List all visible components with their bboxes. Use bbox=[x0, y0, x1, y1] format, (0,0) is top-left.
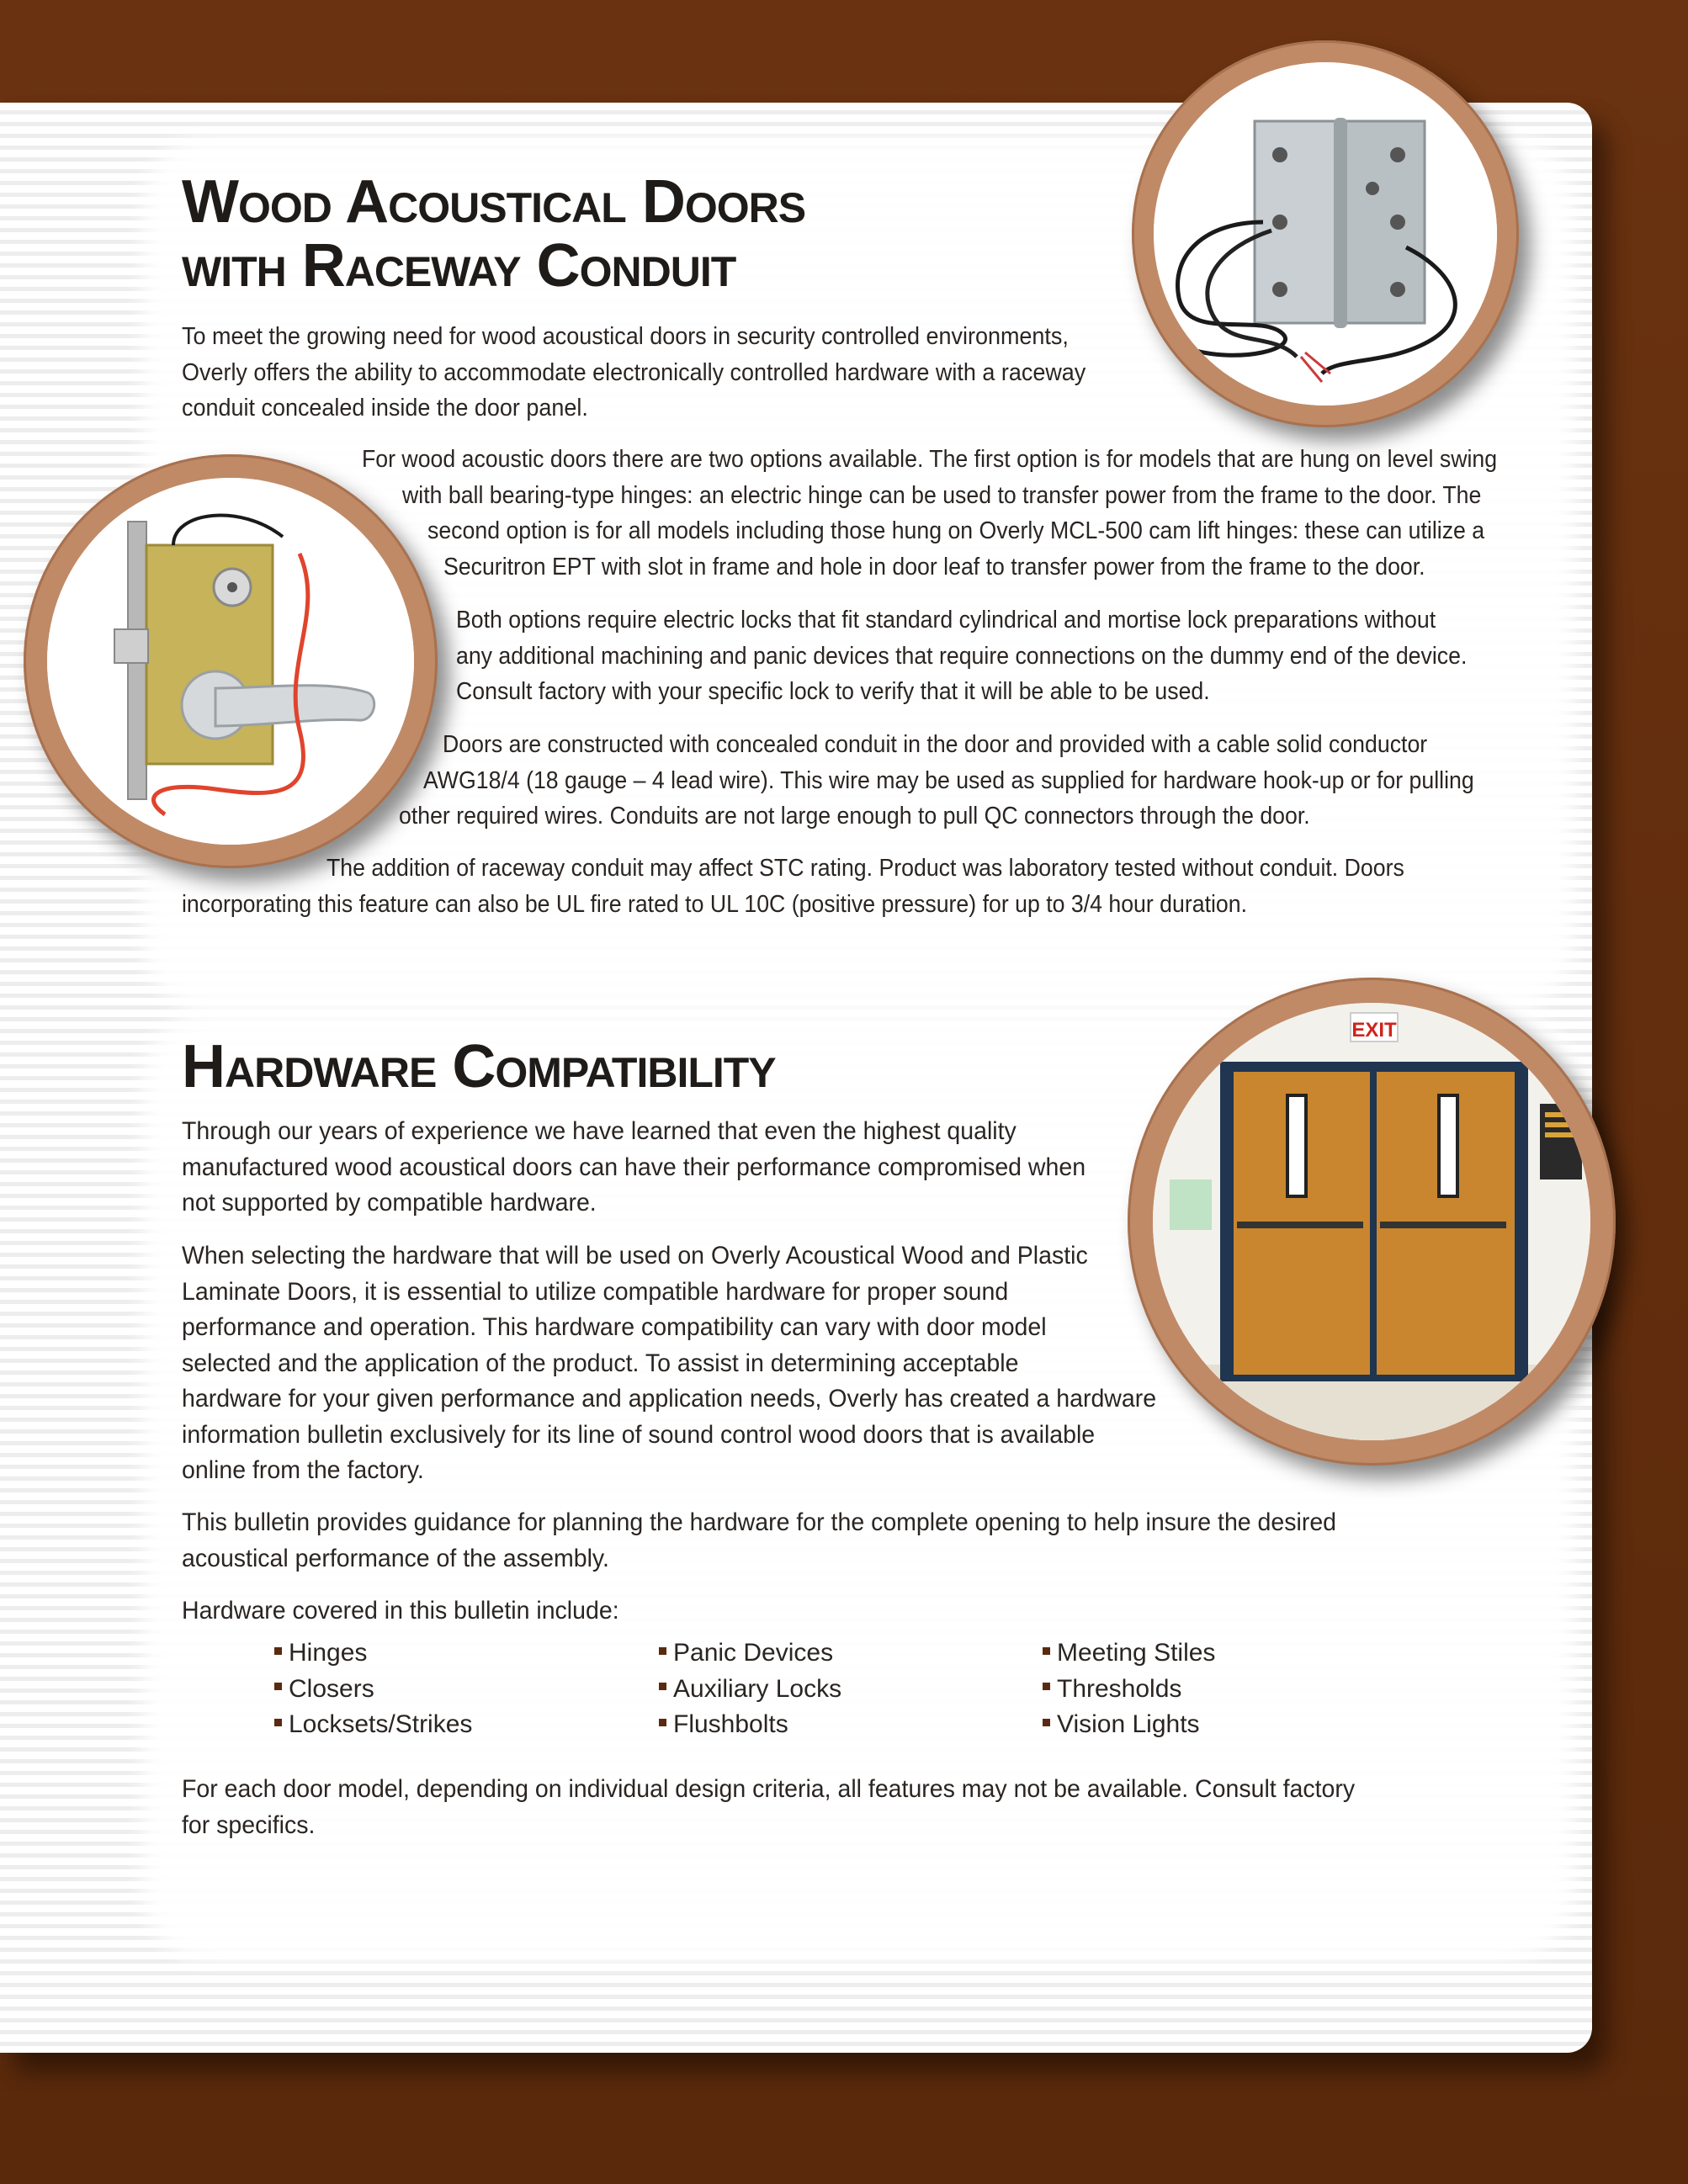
list-item: Meeting Stiles bbox=[1043, 1635, 1215, 1672]
hardware-list-column-1 bbox=[274, 1635, 472, 1743]
list-item: Panic Devices bbox=[659, 1635, 841, 1672]
section1-locks-paragraph: Both options require electric locks that fit standard cylindrical and mortise lock preparations without any additional machining and panic devices that require connections on the dummy end of the device. Consult factory with your specific lock to verify that it will be able to be used. bbox=[456, 607, 1468, 705]
section1-conduit-paragraph: Doors are constructed with concealed conduit in the door and provided with a cable solid conductor AWG18/4 (18 gauge – 4 lead wire). This wire may be used as supplied for hardware hook-up or for pulling other required wires. Conduits are not large enough to pull QC connectors through the door. bbox=[399, 731, 1474, 830]
section1-stc-paragraph: The addition of raceway conduit may affect STC rating. Product was laboratory tested without conduit. Doors incorporating this feature can also be UL fire rated to UL 10C (positive pressure) for up to 3/4 hour duration. bbox=[182, 855, 1404, 918]
list-item: Auxiliary Locks bbox=[659, 1672, 841, 1708]
lock-icon bbox=[47, 478, 414, 845]
door-icon bbox=[1153, 1003, 1590, 1440]
section2-selection-paragraph: When selecting the hardware that will be used on Overly Acoustical Wood and Plastic Laminate Doors, it is essential to utilize compatible hardware for proper sound performance and operation. This hardware compatibility can vary with door model selected and the application of the product. To assist in determining acceptable hardware for your given performance and application needs, Overly has created a hardware information bulletin exclusively for its line of sound control wood doors that is available online from the factory. bbox=[182, 1242, 1157, 1484]
section2-footer-note: For each door model, depending on individual design criteria, all features may not be available. Consult factory for specifics. bbox=[182, 1775, 1356, 1839]
hinge-icon bbox=[1154, 62, 1497, 406]
svg-text:EXIT: EXIT bbox=[1351, 1019, 1397, 1042]
list-item: Closers bbox=[274, 1672, 472, 1708]
section1-intro: To meet the growing need for wood acoustical doors in security controlled environments, Overly offers the ability to accommodate electronically controlled hardware with a raceway conduit concealed inside the door panel. bbox=[182, 323, 1086, 421]
hardware-list-column-3 bbox=[1043, 1635, 1215, 1743]
section2-intro: Through our years of experience we have learned that even the highest quality manufactured wood acoustical doors can have their performance compromised when not supported by compatible hardware. bbox=[182, 1117, 1086, 1217]
list-item: Vision Lights bbox=[1043, 1707, 1215, 1743]
mortise-lock-photo bbox=[24, 454, 438, 868]
double-door-photo bbox=[1128, 978, 1616, 1466]
section2-bulletin-paragraph: This bulletin provides guidance for planning the hardware for the complete opening to help insure the desired acoustical performance of the assembly. bbox=[182, 1508, 1337, 1572]
list-item: Flushbolts bbox=[659, 1707, 841, 1743]
list-item: Locksets/Strikes bbox=[274, 1707, 472, 1743]
electric-hinge-photo bbox=[1132, 40, 1519, 427]
section1-title: Wood Acoustical Doors with Raceway Conduit bbox=[182, 168, 806, 300]
list-item: Thresholds bbox=[1043, 1672, 1215, 1708]
list-item: Hinges bbox=[274, 1635, 472, 1672]
section2-list-intro: Hardware covered in this bulletin include: bbox=[182, 1597, 619, 1625]
section2-title: Hardware Compatibility bbox=[182, 1033, 776, 1100]
hardware-list-column-2 bbox=[659, 1635, 841, 1743]
section1-options-paragraph: For wood acoustic doors there are two options available. The first option is for models that are hung on level swing with ball bearing-type hinges: an electric hinge can be used to transfer power from the frame to the door. The second option is for all models including those hung on Overly MCL-500 cam lift hinges: these can utilize a Securitron EPT with slot in frame and hole in door leaf to transfer power from the frame to the door. bbox=[362, 446, 1498, 580]
